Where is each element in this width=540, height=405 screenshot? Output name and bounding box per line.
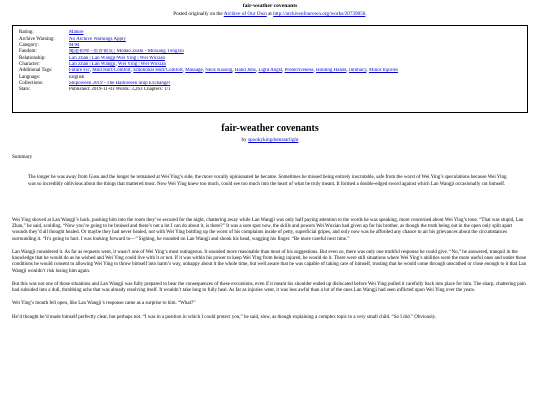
meta-tag-link[interactable]: Intimacy [348,68,367,74]
work-url-link[interactable]: http://archiveofourown.org/works/20739050 [273,10,366,17]
meta-label: Rating: [19,30,34,36]
byline [0,137,540,144]
meta-tag-link[interactable]: Mild Hurt/Comfort [92,68,131,74]
tag-separator: , [232,68,235,74]
meta-label: Fandom: [19,49,37,55]
meta-tag-link[interactable]: Shipoween 2019 - The Halloween Ship Exchange! [69,80,171,86]
meta-tag-link[interactable]: Lán Zhàn | Lán Wàngjī/Wèi Yīng | Wèi Wúxiàn [69,55,165,61]
tag-separator: , [366,68,369,74]
meta-tag-link[interactable]: Light Angst [258,68,283,74]
summary-text: The longer he was away from Gusu and the longer he remained at Wei Ying’s side, the more vocally opinionated he became. Sometimes he missed being entirely inscrutable, safe from the worst of Wei Ying’s speculations because Wei Ying was so incredibly oblivious about the things that mattered most. Now Wei Ying knew too much, could see too much into the heart of what he truly meant. It formed a double-edged sword against which Lan Wangji occasionally cut himself. [28,175,507,187]
meta-label: Language: [19,74,41,80]
tag-separator: , [313,68,316,74]
meta-label: Collections: [19,80,44,86]
meta-tag-link[interactable]: No Archive Warnings Apply [69,36,126,42]
meta-stats [19,87,521,93]
meta-label: Additional Tags: [19,68,53,74]
story-paragraph: Wei Ying shoved at Lan Wangji’s back, pushing him into the room they’ve secured for the night, chattering away while Lan Wangji was only half paying attention to the words he was speaking, more concerned about Wei Ying’s tone. “That was stupid, Lan Zhan,” he said, scolding. “Now you’re going to be bruised and there’s not a lot I can do about it, is there?” It was a sore spot now, the skills and powers Wei Wuxian had given up for his brother, as though the truth being out in the open only split apart wounds they’d all thought healed. Or maybe they had never healed, not with Wei Ying bottling up the worst of his complaints inside of petty, superficial gripes, and only now was he afforded any chance to air his grievances about the circumstances surrounding it. “It’s going to hurt. I was looking forward to—” Sighing, he rounded on Lan Wangji and shook his head, wagging his finger. “Be more careful next time.” [12,217,524,242]
story-paragraph: Lan Wangji considered it. As far as requests went, it wasn’t one of Wei Ying’s most outrageous. It sounded more reasonable than most of his suggestions. But even so, there was only one truthful response he could give. “No,” he answered, tranquil in the knowledge that he would do as he wished and Wei Ying could live with it or not. If it was within his power to keep Wei Ying from being injured, he would do it. There were still situations where Wei Ying’s abilities were the more useful ones and under those conditions he would consent to allowing Wei Ying to throw himself into harm’s way, unhappy about it the whole time, but well aware that he was capable of taking care of himself, trusting that he would come through unscathed or close enough to it that Lan Wangji wouldn’t risk losing him again. [12,249,527,274]
meta-tag-link[interactable]: Emotional Hurt/Comfort [133,68,183,74]
tag-separator: , [282,68,285,74]
posted-prefix: Posted originally on the [173,10,224,17]
story-body [12,218,528,321]
meta-tag-link[interactable]: Minor Injuries [368,68,398,74]
meta-tag-link[interactable]: Wèi Yīng | Wèi Wúxiàn [117,61,166,67]
meta-tag-link[interactable]: Protectiveness [284,68,314,74]
tag-separator: , [255,68,259,74]
posted-at: at [266,10,274,17]
summary-heading: Summary [12,153,33,160]
meta-label: Category: [19,43,39,49]
work-title: fair-weather covenants [221,123,319,135]
meta-label: Relationship: [19,55,46,61]
meta-value: English [69,74,85,80]
posted-line [0,11,540,18]
tag-separator: , [202,68,206,74]
tag-separator: , [89,68,93,74]
archive-link[interactable]: Archive of Our Own [223,10,267,17]
meta-tag-link[interactable]: Hand Jobs [234,68,256,74]
tag-separator: , [115,61,118,67]
by-prefix: by [241,137,249,144]
meta-tag-link[interactable]: M/M [69,43,80,49]
posted-suffix: . [365,10,367,17]
page-header [0,0,540,17]
header-work-title: fair-weather covenants [242,3,298,9]
meta-tag-link[interactable]: Mature [69,30,84,36]
story-paragraph: Wei Ying’s mouth fell open, like Lan Wangji’s response came as a surprise to him. “What?” [12,301,196,307]
story-paragraph: He’d thought he’d made himself perfectly clear, but perhaps not. “I was in a position in which I could protect you,” he said, slow, as though explaining a complex topic to a very small child. “So I did.” Obviously. [12,314,437,320]
work-metadata-box [12,25,528,113]
meta-tag-link[interactable]: Holding Hands [316,68,347,74]
meta-label: Stats: [19,87,31,93]
tag-separator: , [182,68,186,74]
meta-label: Archive Warning: [19,36,55,42]
tag-separator: , [130,68,134,74]
meta-tag-link[interactable]: Neck Kissing [205,68,233,74]
author-link[interactable]: spookykingdomstarlight [248,137,299,144]
meta-value: Published: 2019-11-03 Words: 3,263 Chapters: 1/1 [69,87,171,93]
meta-tag-link[interactable]: 魔道祖师 - 墨香铜臭 | Módào Zǔshī - Mòxiāng Tóngxiù [69,49,184,55]
meta-tag-link[interactable]: Lán Zhàn | Lán Wàngjī [69,61,116,67]
story-paragraph: But this was not one of those situations and Lan Wangji was fully prepared to bear the consequences of these excursions, even if it meant his shoulder ended up dislocated before Wei Ying pulled it carefully back into place for him. The sharp, chattering pain had subsided into a dull, throbbing ache that was already resolving itself. It wouldn’t take long to fully heal. As far as injuries went, it was less awful than a lot of the ones Lan Wangji had seen inflicted upon Wei Ying over the years. [12,281,526,294]
tag-separator: , [346,68,349,74]
meta-tag-link[interactable]: Future Fic [69,68,90,74]
meta-label: Character: [19,61,40,67]
meta-tag-link[interactable]: Massage [185,68,203,74]
